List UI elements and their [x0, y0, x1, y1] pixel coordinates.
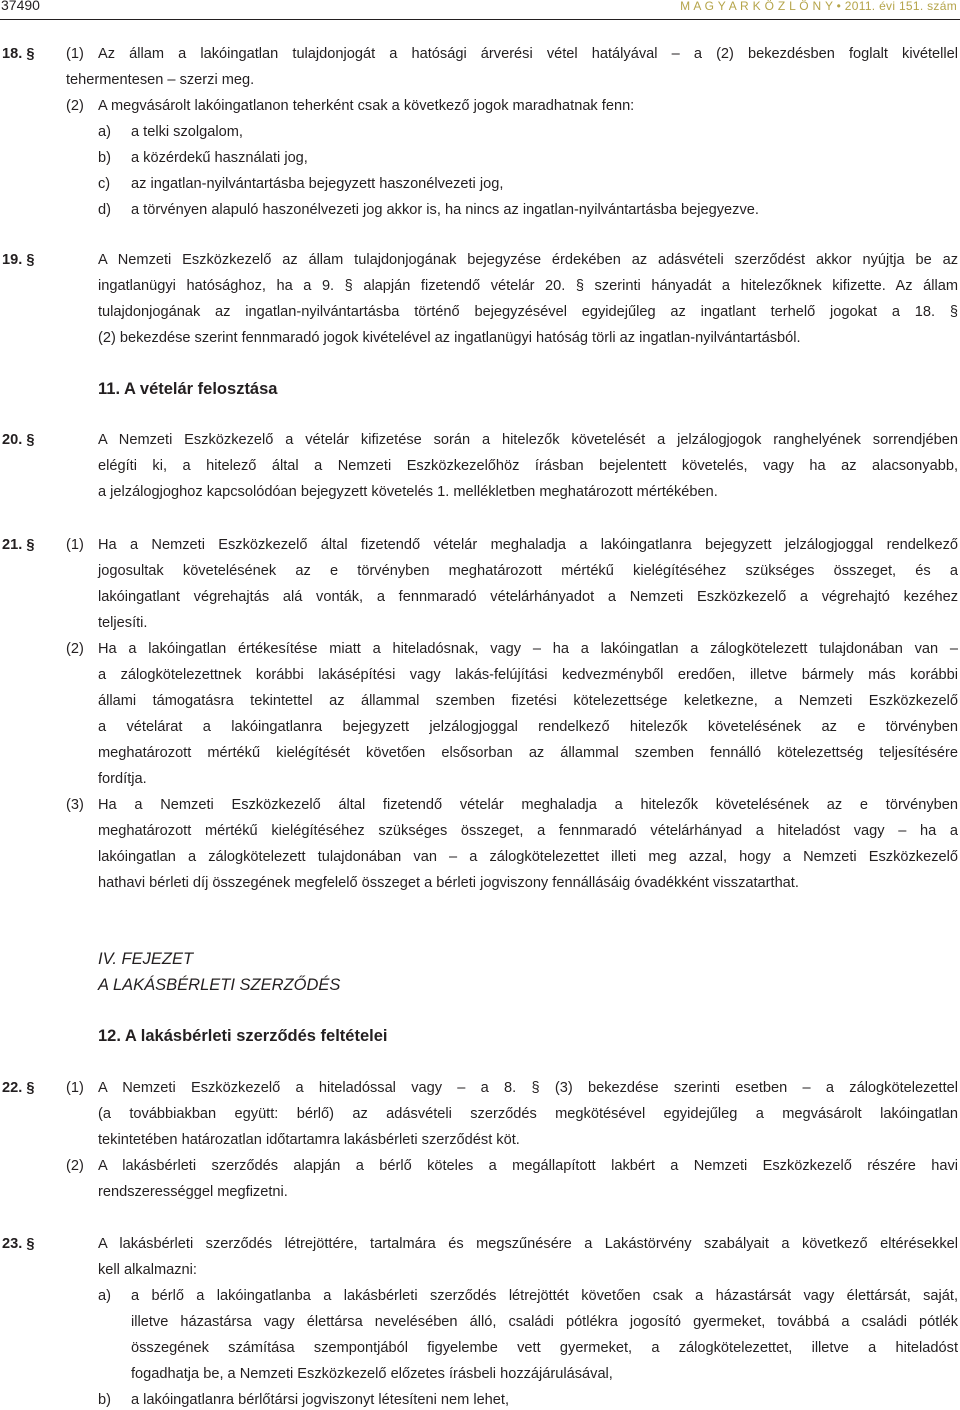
s22-para-1-line: A Nemzeti Eszközkezelő a hiteladóssal vagy – a 8. § (3) bekezdése szerinti esetben – a zálogkötelezettel — [98, 1080, 958, 1096]
s21-para-3-line: Ha a Nemzeti Eszközkezelő által fizetendő vételár meghaladja a hitelezők követelésének az e törvényben — [98, 797, 958, 813]
list-marker: c) — [98, 176, 111, 192]
s20-line: a jelzálogjoghoz kapcsolódóan bejegyzett követelés 1. mellékletben meghatározott mértékében. — [98, 484, 718, 500]
s19-line: tulajdonjogának az ingatlan-nyilvántartásba történő bejegyzésével egyidejűleg az ingatlant terhelő jogokat a 18. § — [98, 304, 958, 320]
list-item: a lakóingatlanra bérlőtársi jogviszonyt létesíteni nem lehet, — [131, 1392, 510, 1408]
s18-para-1-marker: (1) — [66, 46, 84, 62]
s22-para-2-line: A lakásbérleti szerződés alapján a bérlő köteles a megállapított lakbért a Nemzeti Eszközkezelő részére havi — [98, 1158, 958, 1174]
s21-para-1-line: lakóingatlant végrehajtás alá vonták, a fennmaradó vételárhányadot a Nemzeti Eszközkezelő a végrehajtó kezéhez — [98, 589, 958, 605]
subtitle-11: 11. A vételár felosztása — [98, 380, 278, 398]
s20-line: elégíti ki, a hitelező által a Nemzeti Eszközkezelőhöz írásban bejelentett követelés, vagy ha az alacsonyabb, — [98, 458, 958, 474]
s18-para-2-marker: (2) — [66, 98, 84, 114]
s22-para-1-line: (a továbbiakban együtt: bérlő) az adásvételi szerződés megkötésével egyidejűleg a megvásárolt lakóingatlan — [98, 1106, 958, 1122]
s21-para-2-line: a zálogkötelezettnek korábbi lakásépítési vagy lakás-felújítási kedvezményből eredően, illetve bármely más korábbi — [98, 667, 958, 683]
s21-para-2-line: Ha a lakóingatlan értékesítése miatt a hiteladósnak, vagy – ha a lakóingatlan a zálogkötelezett tulajdonában van – — [98, 641, 958, 657]
chapter-number: IV. FEJEZET — [98, 950, 194, 968]
s21-para-1-line: Ha a Nemzeti Eszközkezelő által fizetendő vételár meghaladja a lakóingatlanra bejegyzett jelzálogjoggal rendelkező — [98, 537, 958, 553]
s20-line: A Nemzeti Eszközkezelő a vételár kifizetése során a hitelezők követelését a jelzálogjogok ranghelyének sorrendjében — [98, 432, 958, 448]
s18-para-1-line: Az állam a lakóingatlan tulajdonjogát a hatósági árverési vétel hatályával – a (2) bekezdésben foglalt kivétellel — [98, 46, 958, 62]
list-item: a telki szolgalom, — [131, 124, 243, 140]
list-marker: b) — [98, 1392, 111, 1408]
s22-para-2-line: rendszerességgel megfizetni. — [98, 1184, 288, 1200]
s22-para-1-marker: (1) — [66, 1080, 84, 1096]
section-19-number: 19. § — [2, 252, 35, 268]
list-marker: a) — [98, 1288, 111, 1304]
section-22-number: 22. § — [2, 1080, 35, 1096]
page-number: 37490 — [1, 0, 40, 13]
s19-line: ingatlanügyi hatósághoz, ha a 9. § alapján fizetendő vételár 20. § szerinti hányadát a hitelezőknek kifizette. Az állam — [98, 278, 958, 294]
s21-para-2-line: a vételárat a lakóingatlanra bejegyzett jelzálogjoggal rendelkező hitelezők követelésének az e törvényben — [98, 719, 958, 735]
chapter-title: A LAKÁSBÉRLETI SZERZŐDÉS — [98, 976, 341, 994]
list-marker: d) — [98, 202, 111, 218]
list-item: az ingatlan-nyilvántartásba bejegyzett haszonélvezeti jog, — [131, 176, 504, 192]
list-marker: a) — [98, 124, 111, 140]
s19-line: A Nemzeti Eszközkezelő az állam tulajdonjogának bejegyzése érdekében az adásvételi szerződést akkor nyújtja be az — [98, 252, 958, 268]
subtitle-12: 12. A lakásbérleti szerződés feltételei — [98, 1027, 388, 1045]
list-item-line: fogadhatja be, a Nemzeti Eszközkezelő előzetes írásbeli hozzájárulásával, — [131, 1366, 613, 1382]
list-item: a közérdekű használati jog, — [131, 150, 308, 166]
header-divider — [0, 19, 960, 20]
s21-para-2-line: meghatározott mértékű kielégítését követően elsősorban az állammal szemben fennálló kötelezettség teljesítésére — [98, 745, 958, 761]
section-20-number: 20. § — [2, 432, 35, 448]
s22-para-1-line: tekintetében határozatlan időtartamra lakásbérleti szerződést köt. — [98, 1132, 520, 1148]
s18-para-2-line: A megvásárolt lakóingatlanon teherként csak a következő jogok maradhatnak fenn: — [98, 98, 635, 114]
s21-para-3-marker: (3) — [66, 797, 84, 813]
s21-para-2-marker: (2) — [66, 641, 84, 657]
s19-line: (2) bekezdése szerint fennmaradó jogok kivételével az ingatlanügyi hatóság törli az ingatlan-nyilvántartásból. — [98, 330, 801, 346]
list-item-line: illetve házastársa vagy élettársa nevelésében álló, családi pótlékra jogosító gyermeket, továbbá a családi pótlék — [131, 1314, 958, 1330]
section-21-number: 21. § — [2, 537, 35, 553]
s21-para-1-line: jogosultak követelésének az e törvényben meghatározott mértékű kielégítéséhez szükséges összeget, és a — [98, 563, 958, 579]
s23-line: A lakásbérleti szerződés létrejöttére, tartalmára és megszűnésére a Lakástörvény szabályait a következő eltérésekkel — [98, 1236, 958, 1252]
page-header — [0, 0, 960, 20]
s21-para-3-line: hathavi bérleti díj összegének megfelelő összeget a bérleti jogviszony fennállásáig óvadékként visszatarthat. — [98, 875, 799, 891]
list-item: a törvényen alapuló haszonélvezeti jog akkor is, ha nincs az ingatlan-nyilvántartásba bejegyezve. — [131, 202, 759, 218]
list-marker: b) — [98, 150, 111, 166]
s22-para-2-marker: (2) — [66, 1158, 84, 1174]
section-18-number: 18. § — [2, 46, 35, 62]
s21-para-1-marker: (1) — [66, 537, 84, 553]
list-item-line: összegének számítása szempontjából figyelembe vett gyermeket, a zálogkötelezettet, illetve a hiteladóst — [131, 1340, 958, 1356]
s21-para-3-line: lakóingatlan a zálogkötelezett tulajdonában van – a zálogkötelezettet illeti meg azzal, hogy a Nemzeti Eszközkezelő — [98, 849, 958, 865]
s21-para-1-line: teljesíti. — [98, 615, 148, 631]
list-item-line: a bérlő a lakóingatlanba a lakásbérleti szerződés létrejöttét követően csak a házastársát vagy élettársát, saját, — [131, 1288, 958, 1304]
s21-para-2-line: fordítja. — [98, 771, 147, 787]
s18-para-1-line: tehermentesen – szerzi meg. — [66, 72, 255, 88]
s21-para-2-line: állami támogatásra tekintettel az állammal szemben fizetési kötelezettsége keletkezne, a Nemzeti Eszközkezelő — [98, 693, 958, 709]
section-23-number: 23. § — [2, 1236, 35, 1252]
s23-line: kell alkalmazni: — [98, 1262, 197, 1278]
s21-para-3-line: meghatározott mértékű kielégítéséhez szükséges összeget, a fennmaradó vételárhányad a hiteladóst vagy – ha a — [98, 823, 958, 839]
publication-title: M A G Y A R K Ö Z L Ö N Y • 2011. évi 151. szám — [680, 0, 957, 13]
